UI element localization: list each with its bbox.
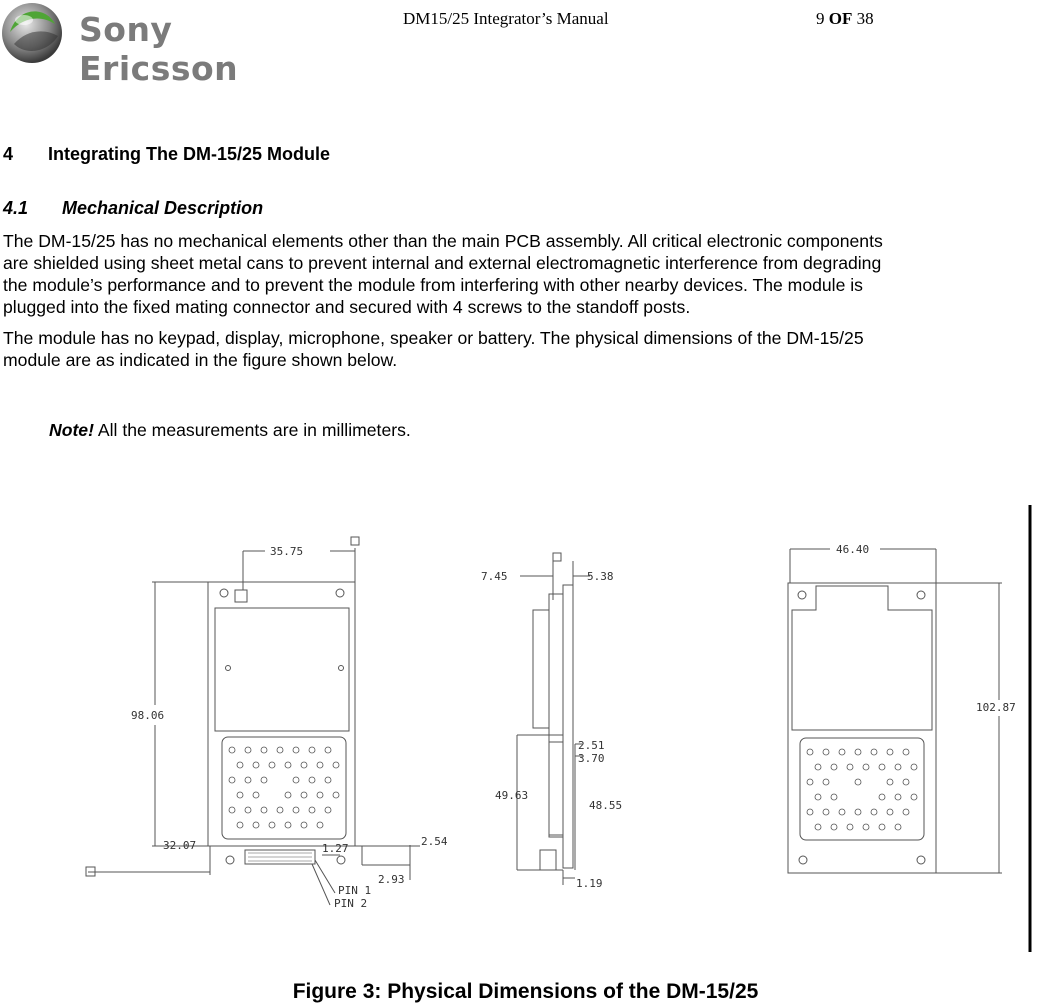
paragraph-physical	[3, 327, 864, 371]
section-number: 4	[3, 144, 14, 164]
figure-caption: Figure 3: Physical Dimensions of the DM-15/25	[292, 980, 759, 1003]
side-view-pcb	[563, 585, 573, 868]
paragraph-line: module are as indicated in the figure shown below.	[3, 350, 398, 370]
sony-ericsson-logo	[0, 0, 320, 88]
dim-label: 102.87	[976, 701, 1016, 714]
dim-label: 98.06	[131, 709, 165, 722]
paragraph-line: plugged into the fixed mating connector and secured with 4 screws to the standoff posts.	[3, 297, 691, 317]
page-of-label: OF	[828, 9, 853, 28]
dim-label: 5.38	[587, 570, 614, 583]
side-view	[517, 561, 590, 885]
back-view-pad-array	[800, 738, 924, 840]
section-title: Integrating The DM-15/25 Module	[48, 144, 331, 164]
datum-b-box	[351, 537, 359, 545]
dim-label: 46.40	[836, 543, 870, 556]
note-text	[49, 420, 411, 441]
back-view-shield	[792, 586, 932, 730]
back-view-outline	[788, 583, 936, 873]
logo-wordmark: Sony Ericsson	[79, 10, 239, 88]
pin-label: PIN 1	[338, 884, 372, 897]
side-view-shield	[533, 610, 549, 728]
paragraph-line: are shielded using sheet metal cans to prevent internal and external electromagnetic interference from degrading	[3, 253, 882, 273]
paragraph-line: the module’s performance and to prevent the module from interfering with other nearby devices. The module is	[3, 275, 863, 295]
dim-label: 49.63	[495, 789, 529, 802]
subsection-title: Mechanical Description	[62, 198, 264, 218]
subsection-number: 4.1	[3, 198, 29, 218]
header-document-title: DM15/25 Integrator’s Manual	[403, 9, 609, 28]
dim-label: 2.51	[578, 739, 605, 752]
front-view-pad-array	[222, 737, 346, 839]
dim-label: 7.45	[481, 570, 508, 583]
page-total: 38	[856, 9, 874, 28]
dim-label: 3.70	[578, 752, 605, 765]
page-current: 9	[816, 9, 825, 28]
note-body: All the measurements are in millimeters.	[93, 420, 411, 440]
front-view-shield	[215, 608, 349, 731]
front-view	[88, 548, 420, 905]
front-view-outline	[208, 582, 355, 846]
pin-label: PIN 2	[334, 897, 368, 910]
dim-label: 35.75	[270, 545, 304, 558]
header-page-number	[816, 9, 874, 29]
dim-label: 2.93	[378, 873, 405, 886]
front-view-pads	[229, 747, 339, 828]
note-label: Note!	[49, 420, 94, 440]
logo-sphere-icon	[0, 0, 78, 64]
paragraph-line: The DM-15/25 has no mechanical elements other than the main PCB assembly. All critical electronic components	[3, 231, 883, 251]
paragraph-line: The module has no keypad, display, microphone, speaker or battery. The physical dimensions of the DM-15/25	[3, 328, 864, 348]
datum-c-box	[553, 553, 561, 561]
dim-label: 2.54	[421, 835, 448, 848]
dim-label: 32.07	[163, 839, 197, 852]
back-view	[788, 549, 1002, 873]
dim-label: 48.55	[589, 799, 623, 812]
dim-label: 1.19	[576, 877, 603, 890]
mechanical-drawing-figure	[0, 470, 1051, 970]
subsection-heading	[3, 198, 263, 219]
section-heading	[3, 144, 330, 165]
dim-label: 1.27	[322, 842, 349, 855]
paragraph-mechanical	[3, 230, 883, 318]
